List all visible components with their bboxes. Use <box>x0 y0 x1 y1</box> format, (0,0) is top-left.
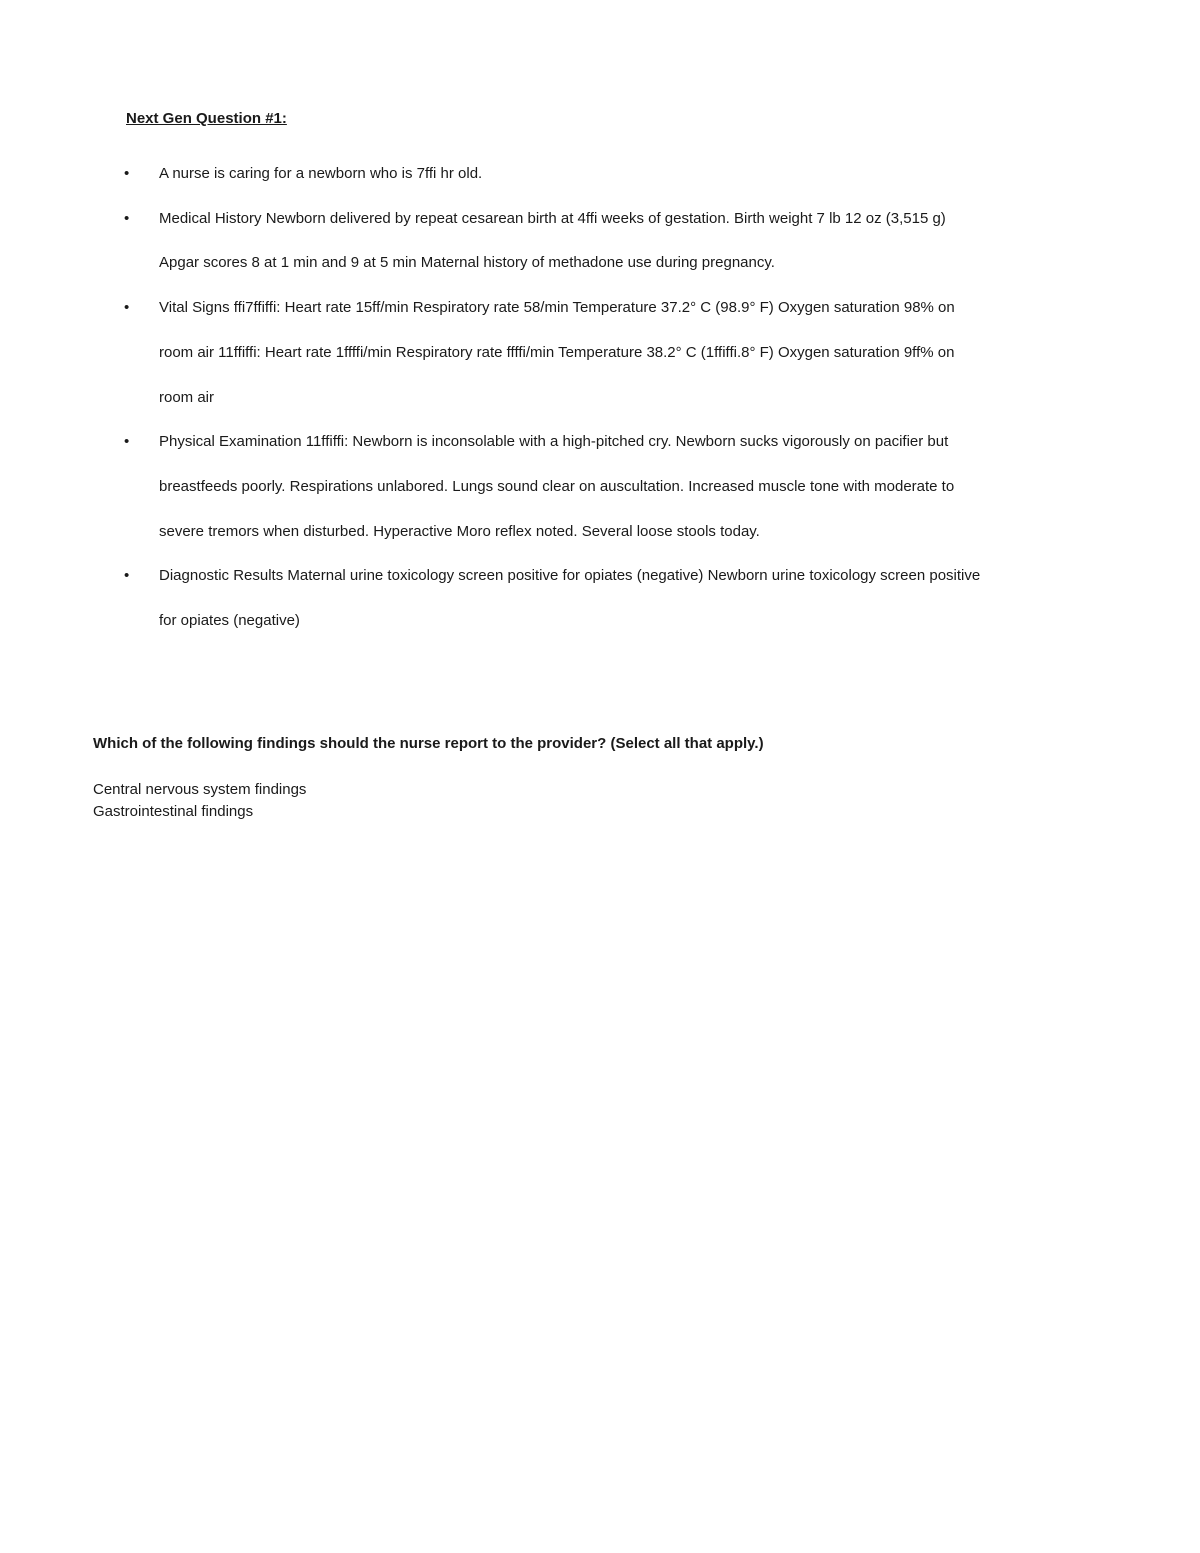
question-prompt: Which of the following findings should the nurse report to the provider? (Select all that apply.) <box>93 735 764 752</box>
list-item <box>0 197 1200 286</box>
patient-age-text: A nurse is caring for a newborn who is 7ffi hr old. <box>159 165 483 182</box>
bullet-icon: • <box>124 165 130 182</box>
list-item <box>0 152 1200 197</box>
vital-signs-text: Vital Signs ffi7ffiffi: Heart rate 15ff/min Respiratory rate 58/min Temperature 37.2° C (98.9° F) Oxygen saturation 98% on room air 11ffiffi: Heart rate 1ffffi/min Respiratory rate ffffi/min Temperature 38.2° C (1ffiffi.8° F) Oxygen saturation 9ff% on room air <box>159 299 955 406</box>
list-item <box>0 420 1200 554</box>
option-gi-findings: Gastrointestinal findings <box>93 803 254 820</box>
physical-exam-text: Physical Examination 11ffiffi: Newborn is inconsolable with a high-pitched cry. Newborn sucks vigorously on pacifier but breastfeeds poorly. Respirations unlabored. Lungs sound clear on auscultation. Increased muscle tone with moderate to severe tremors when disturbed. Hyperactive Moro reflex noted. Several loose stools today. <box>159 433 955 540</box>
bullet-icon: • <box>124 209 130 227</box>
option-cns-findings: Central nervous system findings <box>93 781 307 798</box>
bullet-icon: • <box>124 299 130 317</box>
question-heading: Next Gen Question #1: <box>126 110 287 127</box>
list-item <box>0 554 1200 643</box>
bullet-icon: • <box>124 567 130 585</box>
diagnostic-results-text: Diagnostic Results Maternal urine toxicology screen positive for opiates (negative) Newborn urine toxicology screen positive for opiates (negative) <box>159 567 981 630</box>
answer-options <box>93 779 306 823</box>
list-item <box>0 286 1200 420</box>
medical-history-text: Medical History Newborn delivered by repeat cesarean birth at 4ffi weeks of gestation. Birth weight 7 lb 12 oz (3,515 g) Apgar scores 8 at 1 min and 9 at 5 min Maternal history of methadone use during pregnancy. <box>159 209 946 272</box>
bullet-icon: • <box>124 433 130 451</box>
scenario-list <box>0 152 1200 644</box>
